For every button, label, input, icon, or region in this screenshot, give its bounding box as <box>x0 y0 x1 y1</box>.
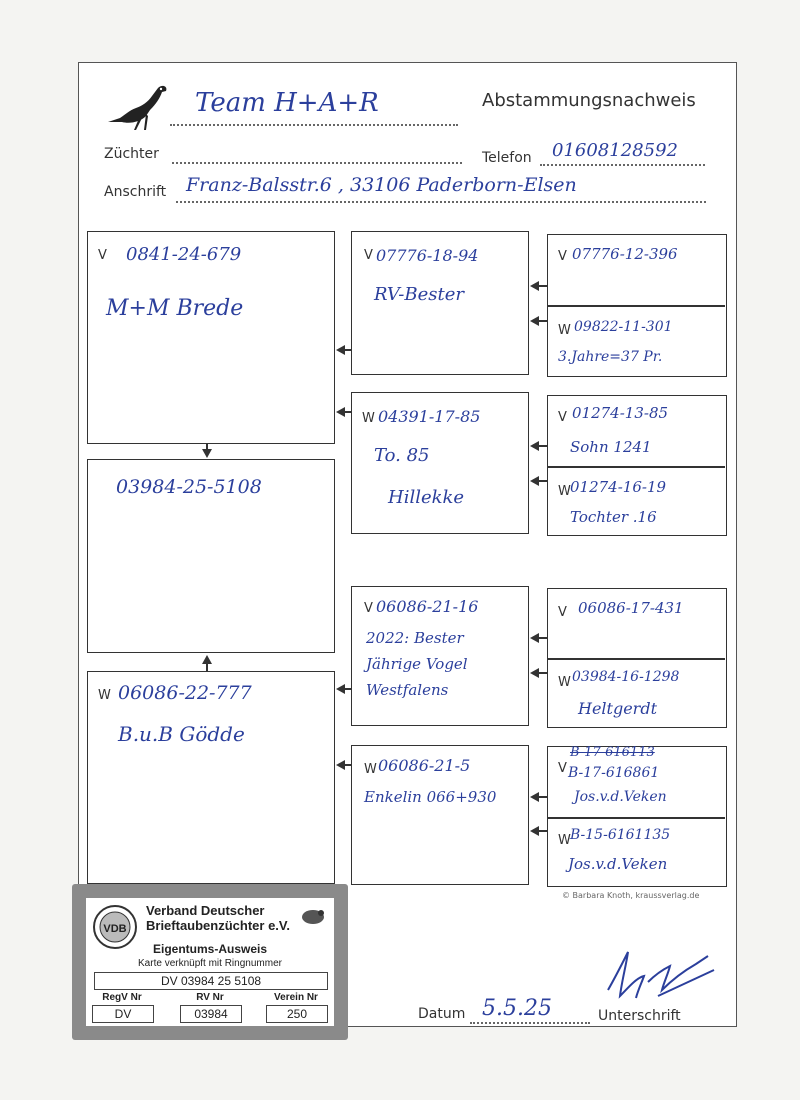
ggp-pair-box-4 <box>547 746 727 887</box>
card-regv-label: RegV Nr <box>102 992 142 1003</box>
child-box <box>87 459 335 653</box>
ggp2-stem <box>538 320 547 322</box>
card-heading: Eigentums-Ausweis <box>152 942 268 956</box>
ggp-pair-3-divider <box>548 658 725 660</box>
sire-note: M+M Brede <box>106 296 244 321</box>
sire-sex: V <box>98 248 107 263</box>
dam-ring: 06086-22-777 <box>118 682 252 704</box>
grandparent-box-4 <box>351 745 529 885</box>
gp2-note1: To. 85 <box>374 445 430 466</box>
ggp3-ring: 01274-13-85 <box>572 404 669 422</box>
gp1-note: RV-Bester <box>374 284 464 305</box>
breeder-label: Züchter <box>104 146 159 162</box>
ggp8-note: Jos.v.d.Veken <box>568 855 668 873</box>
ggp4-sex: W <box>558 484 571 499</box>
gp3-ring: 06086-21-16 <box>376 597 479 616</box>
card-org-line2: Brieftaubenzüchter e.V. <box>146 918 291 933</box>
phone-value: 01608128592 <box>552 140 678 161</box>
ggp7-struck-ring: B-17-616113 <box>570 745 655 760</box>
address-value: Franz-Balsstr.6 , 33106 Paderborn-Elsen <box>186 174 577 196</box>
card-subheading: Karte verknüpft mit Ringnummer <box>138 958 282 969</box>
dam-box <box>87 671 335 884</box>
sire-box <box>87 231 335 444</box>
phone-label: Telefon <box>482 150 532 166</box>
ggp-pair-box-3 <box>547 588 727 728</box>
gp4-to-dam-stem <box>344 764 351 766</box>
ggp6-sex: W <box>558 675 571 690</box>
team-dotted-line <box>170 124 458 126</box>
sire-ring: 0841-24-679 <box>126 244 242 265</box>
gp2-to-sire-stem <box>344 411 351 413</box>
ggp2-sex: W <box>558 323 571 338</box>
ggp-pair-box-1 <box>547 234 727 377</box>
ggp8-stem <box>538 830 547 832</box>
ggp4-stem <box>538 480 547 482</box>
pigeon-icon <box>106 78 172 136</box>
card-ring-number: DV 03984 25 5108 <box>94 972 328 990</box>
bird-emblem-icon <box>300 906 326 926</box>
gp4-ring: 06086-21-5 <box>378 756 471 775</box>
gp1-ring: 07776-18-94 <box>376 246 479 265</box>
phone-dotted-line <box>540 164 705 166</box>
ggp8-sex: W <box>558 833 571 848</box>
document-title: Abstammungsnachweis <box>482 90 696 111</box>
signature-scribble <box>598 946 720 1004</box>
copyright: © Barbara Knoth, kraussverlag.de <box>562 891 700 900</box>
ggp1-sex: V <box>558 249 567 264</box>
ownership-card-inner <box>86 898 334 1026</box>
ggp6-note: Heltgerdt <box>578 699 657 718</box>
date-value: 5.5.25 <box>482 996 552 1021</box>
address-label: Anschrift <box>104 184 167 200</box>
sire-to-child-arrow <box>202 449 212 458</box>
ggp-pair-1-divider <box>548 305 725 307</box>
date-dotted-line <box>470 1022 590 1024</box>
gp4-note: Enkelin 066+930 <box>364 788 497 806</box>
card-verein-label: Verein Nr <box>274 992 318 1003</box>
ggp7-sex: V <box>558 761 567 776</box>
dam-note: B.u.B Gödde <box>118 722 245 746</box>
card-org-line1: Verband Deutscher <box>146 903 265 918</box>
grandparent-box-2 <box>351 392 529 534</box>
card-rv-value: 03984 <box>180 1005 242 1023</box>
card-regv-value: DV <box>92 1005 154 1023</box>
svg-text:VDB: VDB <box>103 923 127 935</box>
card-verein-value: 250 <box>266 1005 328 1023</box>
grandparent-box-1 <box>351 231 529 375</box>
ggp3-sex: V <box>558 410 567 425</box>
gp1-to-sire-stem <box>344 349 351 351</box>
ggp-pair-box-2 <box>547 395 727 536</box>
ggp4-ring: 01274-16-19 <box>570 478 667 496</box>
ggp5-ring: 06086-17-431 <box>578 599 684 617</box>
dam-to-child-stem <box>206 663 208 671</box>
ggp8-ring: B-15-6161135 <box>570 827 671 843</box>
date-label: Datum <box>418 1006 466 1022</box>
breeder-dotted-line <box>172 162 462 164</box>
grandparent-box-3 <box>351 586 529 726</box>
ggp3-stem <box>538 445 547 447</box>
ggp-pair-2-divider <box>548 466 725 468</box>
ggp4-note: Tochter .16 <box>570 508 657 526</box>
gp3-note3: Westfalens <box>366 681 449 699</box>
address-dotted-line <box>176 201 706 203</box>
ggp6-ring: 03984-16-1298 <box>572 669 680 685</box>
ggp7-note: Jos.v.d.Veken <box>574 789 667 805</box>
gp2-ring: 04391-17-85 <box>378 407 481 426</box>
gp3-to-dam-stem <box>344 688 351 690</box>
team-name: Team H+A+R <box>195 88 379 118</box>
ggp5-stem <box>538 637 547 639</box>
gp2-sex: W <box>362 411 375 426</box>
card-rv-label: RV Nr <box>196 992 224 1003</box>
ownership-card <box>72 884 348 1040</box>
ggp-pair-4-divider <box>548 817 725 819</box>
gp3-sex: V <box>364 601 373 616</box>
ggp3-note: Sohn 1241 <box>570 438 652 456</box>
gp4-sex: W <box>364 762 377 777</box>
ggp7-ring: B-17-616861 <box>568 765 660 781</box>
child-ring: 03984-25-5108 <box>116 476 262 498</box>
signature-label: Unterschrift <box>598 1008 681 1024</box>
gp3-note1: 2022: Bester <box>366 629 464 647</box>
ggp6-stem <box>538 672 547 674</box>
gp2-note2: Hillekke <box>388 487 465 508</box>
ggp7-stem <box>538 796 547 798</box>
ggp1-stem <box>538 285 547 287</box>
gp3-note2: Jährige Vogel <box>366 655 468 673</box>
ggp2-ring: 09822-11-301 <box>574 319 673 335</box>
ggp5-sex: V <box>558 605 567 620</box>
dam-sex: W <box>98 688 111 703</box>
gp1-sex: V <box>364 248 373 263</box>
ggp2-note: 3.Jahre=37 Pr. <box>558 349 663 365</box>
ggp1-ring: 07776-12-396 <box>572 245 678 263</box>
